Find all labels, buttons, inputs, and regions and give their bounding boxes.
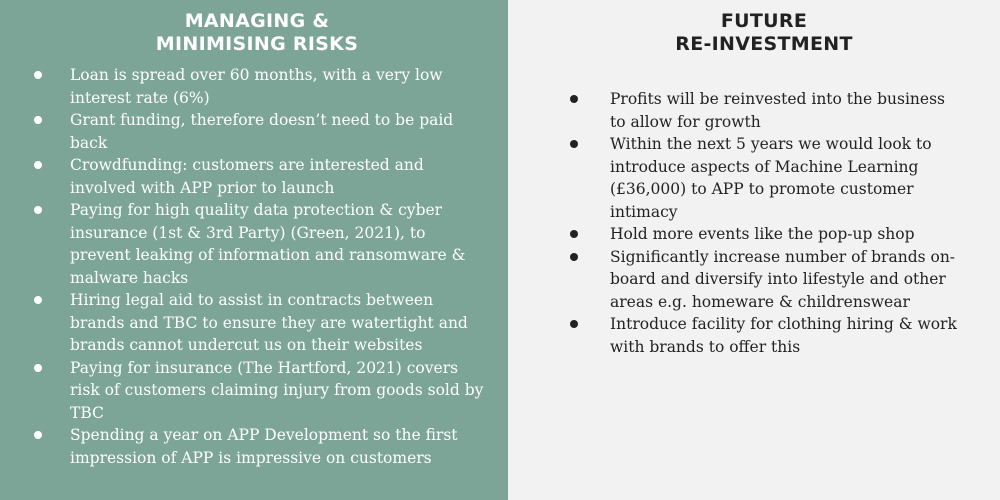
risks-list-item: Loan is spread over 60 months, with a very low interest rate (6%)	[30, 64, 484, 109]
reinvestment-list-item: Introduce facility for clothing hiring & work with brands to offer this	[568, 313, 960, 358]
risks-list-item: Spending a year on APP Development so the first impression of APP is impressive on customers	[30, 424, 484, 469]
reinvestment-list-item: Hold more events like the pop-up shop	[568, 223, 960, 246]
risks-list	[30, 64, 484, 469]
risks-heading-line2: MINIMISING RISKS	[155, 33, 359, 55]
risks-list-item: Grant funding, therefore doesn’t need to be paid back	[30, 109, 484, 154]
risks-list-item: Hiring legal aid to assist in contracts between brands and TBC to ensure they are watertight and brands cannot undercut us on their websites	[30, 289, 484, 357]
risks-list-item: Paying for high quality data protection & cyber insurance (1st & 3rd Party) (Green, 2021), to prevent leaking of information and ransomware & malware hacks	[30, 199, 484, 289]
reinvestment-heading-line1: FUTURE	[720, 10, 808, 32]
reinvestment-heading	[568, 10, 960, 56]
risks-list-item: Paying for insurance (The Hartford, 2021) covers risk of customers claiming injury from goods sold by TBC	[30, 357, 484, 425]
reinvestment-panel	[508, 0, 1000, 500]
reinvestment-list-item: Significantly increase number of brands on-board and diversify into lifestyle and other areas e.g. homeware & childrenswear	[568, 246, 960, 314]
risks-list-item: Crowdfunding: customers are interested and involved with APP prior to launch	[30, 154, 484, 199]
risks-heading	[30, 10, 484, 56]
risks-heading-line1: MANAGING &	[184, 10, 330, 32]
reinvestment-heading-line2: RE-INVESTMENT	[675, 33, 853, 55]
reinvestment-list-item: Within the next 5 years we would look to introduce aspects of Machine Learning (£36,000) to APP to promote customer intimacy	[568, 133, 960, 223]
reinvestment-list-item: Profits will be reinvested into the business to allow for growth	[568, 88, 960, 133]
reinvestment-list	[568, 88, 960, 358]
